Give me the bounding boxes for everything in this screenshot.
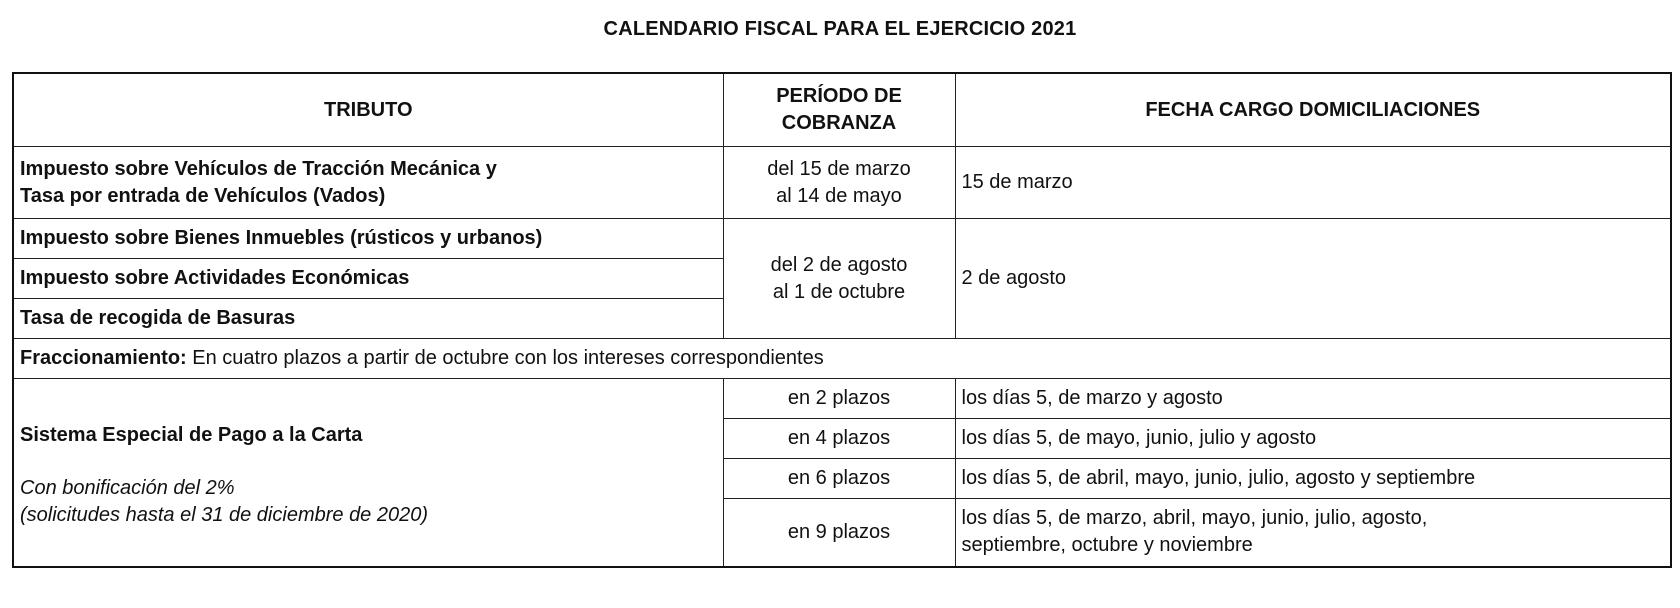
document-title: CALENDARIO FISCAL PARA EL EJERCICIO 2021 xyxy=(603,18,1077,40)
cell-fecha-vehiculos: 15 de marzo xyxy=(955,147,1671,219)
fraccionamiento-text: En cuatro plazos a partir de octubre con los intereses correspondientes xyxy=(186,347,824,369)
fiscal-calendar-table xyxy=(12,72,1672,568)
cell-tributo-ibi: Impuesto sobre Bienes Inmuebles (rústicos y urbanos) xyxy=(13,219,723,259)
periodo-agosto-line1: del 2 de agosto xyxy=(770,253,908,276)
pago-carta-title: Sistema Especial de Pago a la Carta xyxy=(20,423,363,446)
cell-fraccionamiento xyxy=(13,339,1671,379)
header-periodo-line1: PERÍODO DE xyxy=(776,85,902,107)
pago-carta-note xyxy=(20,475,717,529)
plazo-9-fecha-line2: septiembre, octubre y noviembre xyxy=(961,534,1253,557)
plazo-9-fecha-line1: los días 5, de marzo, abril, mayo, junio, julio, agosto, xyxy=(961,507,1428,530)
tributo-vehiculos-line2: Tasa por entrada de Vehículos (Vados) xyxy=(20,184,386,207)
cell-periodo-agosto xyxy=(723,219,955,339)
cell-plazo-4-periodo: en 4 plazos xyxy=(723,419,955,459)
header-periodo xyxy=(723,73,955,147)
cell-plazo-4-fecha: los días 5, de mayo, junio, julio y agosto xyxy=(955,419,1671,459)
cell-tributo-basuras: Tasa de recogida de Basuras xyxy=(13,299,723,339)
pago-carta-note-line2: (solicitudes hasta el 31 de diciembre de 2020) xyxy=(20,503,429,526)
table-row-fraccionamiento xyxy=(13,339,1671,379)
cell-plazo-2-fecha: los días 5, de marzo y agosto xyxy=(955,379,1671,419)
cell-plazo-6-periodo: en 6 plazos xyxy=(723,459,955,499)
cell-plazo-6-fecha: los días 5, de abril, mayo, junio, julio, agosto y septiembre xyxy=(955,459,1671,499)
cell-plazo-2-periodo: en 2 plazos xyxy=(723,379,955,419)
cell-tributo-vehiculos xyxy=(13,147,723,219)
header-tributo: TRIBUTO xyxy=(13,73,723,147)
pago-carta-note-line1: Con bonificación del 2% xyxy=(20,476,235,499)
cell-plazo-9-fecha xyxy=(955,499,1671,567)
tributo-vehiculos-line1: Impuesto sobre Vehículos de Tracción Mecánica y xyxy=(20,157,497,180)
cell-periodo-vehiculos xyxy=(723,147,955,219)
header-fecha: FECHA CARGO DOMICILIACIONES xyxy=(955,73,1671,147)
table-row-vehiculos xyxy=(13,147,1671,219)
periodo-agosto-line2: al 1 de octubre xyxy=(772,280,906,303)
periodo-vehiculos-line1: del 15 de marzo xyxy=(767,157,911,180)
cell-tributo-iae: Impuesto sobre Actividades Económicas xyxy=(13,259,723,299)
table-header-row xyxy=(13,73,1671,147)
header-periodo-line2: COBRANZA xyxy=(781,112,897,134)
table-row-ibi xyxy=(13,219,1671,259)
periodo-vehiculos-line2: al 14 de mayo xyxy=(776,184,902,207)
fraccionamiento-label: Fraccionamiento: xyxy=(20,347,187,369)
cell-fecha-agosto: 2 de agosto xyxy=(955,219,1671,339)
cell-plazo-9-periodo: en 9 plazos xyxy=(723,499,955,567)
cell-pago-carta xyxy=(13,379,723,567)
table-row-plazo-2 xyxy=(13,379,1671,419)
